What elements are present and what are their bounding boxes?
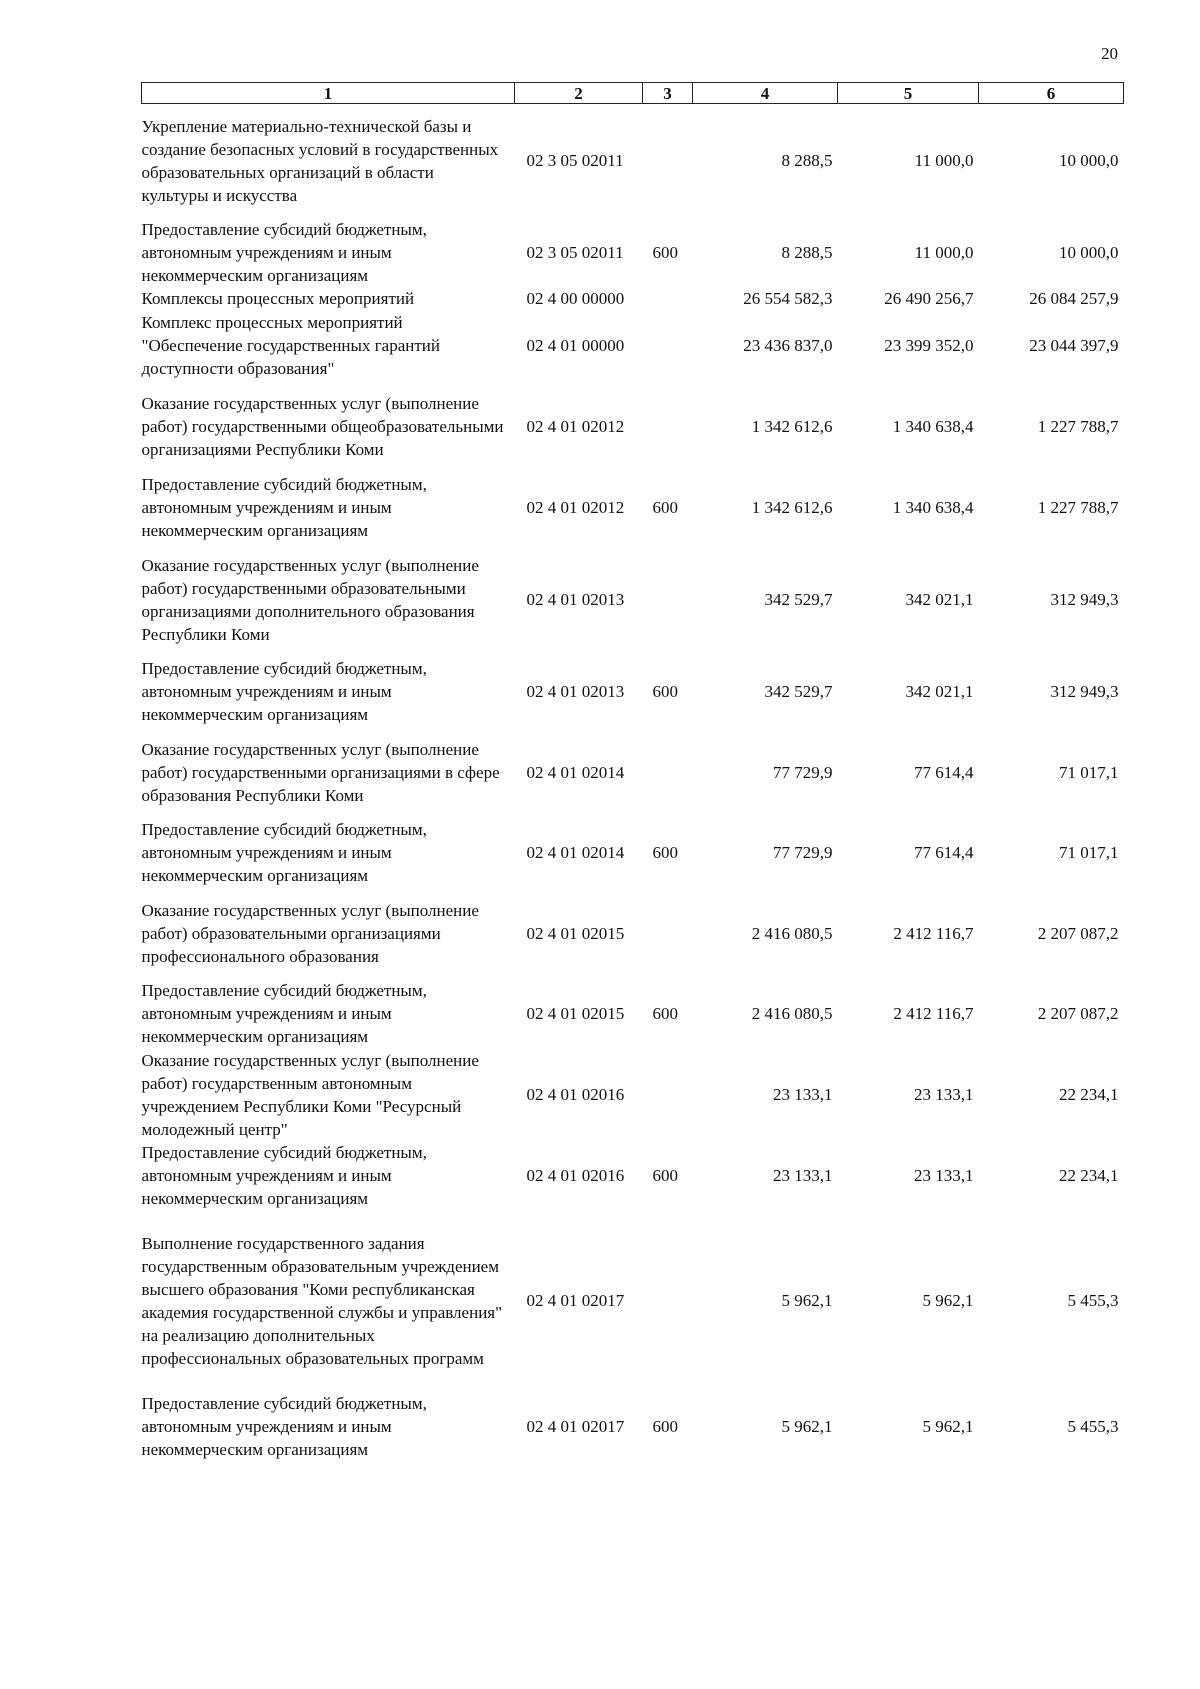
row-value-col5: 342 021,1	[905, 682, 974, 701]
row-expense-type: 600	[652, 498, 678, 517]
row-value-col6: 312 949,3	[1050, 590, 1119, 609]
row-value-col5: 5 962,1	[922, 1291, 974, 1310]
row-value-col4: 342 529,7	[764, 590, 833, 609]
row-name: Оказание государственных услуг (выполнение работ) государственными образовательными организациями дополнительного образования Республики Коми	[141, 555, 479, 644]
row-code: 02 4 01 02014	[526, 762, 625, 782]
table-row	[142, 888, 1124, 979]
row-expense-type	[643, 381, 693, 473]
row-value-col6: 22 234,1	[1059, 1085, 1119, 1104]
row-value-col4: 342 529,7	[764, 682, 833, 701]
row-code: 02 4 01 00000	[526, 336, 625, 355]
header-col-1: 1	[142, 83, 515, 104]
table-row	[142, 381, 1124, 473]
row-code: 02 4 01 02015	[526, 923, 625, 943]
row-name: Оказание государственных услуг (выполнение работ) государственным автономным учреждением Республики Коми "Ресурсный молодежный центр"	[141, 1050, 479, 1139]
row-value-col4: 23 133,1	[773, 1085, 833, 1104]
header-col-6: 6	[979, 83, 1124, 104]
row-value-col5: 77 614,4	[914, 843, 974, 862]
row-name: Комплекс процессных мероприятий "Обеспечение государственных гарантий доступности образования"	[141, 313, 440, 378]
header-col-3: 3	[643, 83, 693, 104]
row-value-col4: 2 416 080,5	[751, 923, 833, 943]
row-value-col4: 1 342 612,6	[751, 498, 833, 517]
row-value-col6: 2 207 087,2	[1037, 923, 1119, 943]
row-expense-type	[643, 104, 693, 218]
row-value-col6: 5 455,3	[1067, 1417, 1119, 1436]
row-value-col6: 1 227 788,7	[1037, 417, 1119, 436]
table-header	[142, 83, 1124, 104]
row-value-col5: 26 490 256,7	[884, 289, 974, 308]
row-value-col5: 11 000,0	[914, 151, 974, 171]
row-name: Предоставление субсидий бюджетным, автономным учреждениям и иным некоммерческим организациям	[141, 820, 427, 885]
row-expense-type	[643, 543, 693, 657]
row-name: Оказание государственных услуг (выполнение работ) государственными общеобразовательными организациями Республики Коми	[141, 394, 504, 459]
row-name: Комплексы процессных мероприятий	[141, 289, 415, 308]
row-name: Предоставление субсидий бюджетным, автономным учреждениям и иным некоммерческим организациям	[141, 659, 427, 724]
row-value-col4: 5 962,1	[781, 1291, 833, 1310]
row-value-col4: 23 133,1	[773, 1165, 833, 1185]
row-value-col6: 10 000,0	[1059, 242, 1119, 262]
row-code: 02 4 01 02013	[526, 590, 625, 609]
header-row	[142, 83, 1124, 104]
table-body	[142, 104, 1124, 1462]
row-value-col5: 2 412 116,7	[893, 923, 974, 943]
row-value-col4: 2 416 080,5	[751, 1004, 833, 1023]
row-code: 02 4 01 02012	[526, 417, 625, 436]
row-expense-type	[643, 1210, 693, 1392]
row-value-col5: 23 133,1	[914, 1165, 974, 1185]
row-code: 02 4 01 02017	[526, 1291, 625, 1310]
row-name: Предоставление субсидий бюджетным, автономным учреждениям и иным некоммерческим организациям	[141, 981, 427, 1046]
table-row	[142, 473, 1124, 543]
row-value-col6: 26 084 257,9	[1029, 289, 1119, 308]
row-expense-type	[643, 287, 693, 311]
row-code: 02 3 05 02011	[526, 151, 624, 171]
row-code: 02 4 01 02013	[526, 682, 625, 701]
table-row	[142, 818, 1124, 888]
table-row	[142, 311, 1124, 381]
row-name: Предоставление субсидий бюджетным, автономным учреждениям и иным некоммерческим организациям	[141, 219, 427, 285]
row-name: Предоставление субсидий бюджетным, автономным учреждениям и иным некоммерческим организациям	[141, 475, 427, 540]
table-row	[142, 1392, 1124, 1462]
row-value-col5: 1 340 638,4	[892, 417, 974, 436]
row-code: 02 4 01 02016	[526, 1085, 625, 1104]
row-value-col4: 1 342 612,6	[751, 417, 833, 436]
row-value-col6: 1 227 788,7	[1037, 498, 1119, 517]
row-value-col6: 22 234,1	[1059, 1165, 1119, 1185]
row-expense-type	[643, 311, 693, 381]
table-row	[142, 1049, 1124, 1141]
row-expense-type: 600	[652, 242, 678, 262]
row-expense-type: 600	[652, 682, 678, 701]
budget-table	[141, 82, 1124, 1462]
header-col-5: 5	[838, 83, 979, 104]
row-expense-type: 600	[652, 1165, 678, 1185]
row-value-col4: 26 554 582,3	[743, 289, 833, 308]
table-row	[142, 1141, 1124, 1210]
table-row	[142, 727, 1124, 818]
row-code: 02 4 00 00000	[526, 289, 625, 308]
row-value-col5: 1 340 638,4	[892, 498, 974, 517]
row-expense-type: 600	[652, 843, 678, 862]
row-code: 02 4 01 02012	[526, 498, 625, 517]
row-value-col4: 8 288,5	[781, 242, 833, 262]
row-expense-type	[643, 888, 693, 979]
row-value-col6: 5 455,3	[1067, 1291, 1119, 1310]
header-col-2: 2	[515, 83, 643, 104]
row-value-col4: 77 729,9	[773, 843, 833, 862]
table-row	[142, 1210, 1124, 1392]
table-row	[142, 104, 1124, 218]
row-value-col5: 2 412 116,7	[893, 1004, 974, 1023]
row-expense-type: 600	[652, 1004, 678, 1023]
row-name: Предоставление субсидий бюджетным, автономным учреждениям и иным некоммерческим организациям	[141, 1394, 427, 1459]
row-value-col4: 8 288,5	[781, 151, 833, 171]
row-code: 02 4 01 02015	[526, 1004, 625, 1023]
row-expense-type	[643, 1049, 693, 1141]
row-value-col5: 342 021,1	[905, 590, 974, 609]
row-name: Укрепление материально-технической базы и создание безопасных условий в государственных образовательных организаций в области культуры и искусства	[141, 116, 499, 205]
row-value-col5: 5 962,1	[922, 1417, 974, 1436]
row-value-col6: 71 017,1	[1059, 762, 1119, 782]
row-name: Предоставление субсидий бюджетным, автономным учреждениям и иным некоммерческим организациям	[141, 1142, 427, 1208]
table-row	[142, 543, 1124, 657]
row-value-col4: 77 729,9	[773, 762, 833, 782]
row-code: 02 4 01 02016	[526, 1165, 625, 1185]
row-name: Оказание государственных услуг (выполнение работ) образовательными организациями профессионального образования	[141, 900, 479, 966]
header-col-4: 4	[693, 83, 838, 104]
row-value-col5: 23 133,1	[914, 1085, 974, 1104]
row-value-col5: 77 614,4	[914, 762, 974, 782]
row-value-col4: 5 962,1	[781, 1417, 833, 1436]
row-value-col6: 312 949,3	[1050, 682, 1119, 701]
table-row	[142, 979, 1124, 1049]
row-value-col6: 10 000,0	[1059, 151, 1119, 171]
row-expense-type: 600	[652, 1417, 678, 1436]
table-row	[142, 218, 1124, 287]
row-value-col5: 11 000,0	[914, 242, 974, 262]
row-value-col6: 2 207 087,2	[1037, 1004, 1119, 1023]
row-value-col6: 71 017,1	[1059, 843, 1119, 862]
table-row	[142, 287, 1124, 311]
table-row	[142, 657, 1124, 727]
row-name: Выполнение государственного задания государственным образовательным учреждением высшего образования "Коми республиканская академия государственной службы и управления" на реализацию дополнительных профессиональных образовательных программ	[141, 1233, 503, 1368]
row-code: 02 4 01 02017	[526, 1417, 625, 1436]
row-value-col4: 23 436 837,0	[743, 336, 833, 355]
row-value-col6: 23 044 397,9	[1029, 336, 1119, 355]
row-value-col5: 23 399 352,0	[884, 336, 974, 355]
row-code: 02 3 05 02011	[526, 242, 624, 262]
row-expense-type	[643, 727, 693, 818]
row-name: Оказание государственных услуг (выполнение работ) государственными организациями в сфере образования Республики Коми	[141, 739, 500, 805]
page-number: 20	[1101, 44, 1118, 63]
row-code: 02 4 01 02014	[526, 843, 625, 862]
